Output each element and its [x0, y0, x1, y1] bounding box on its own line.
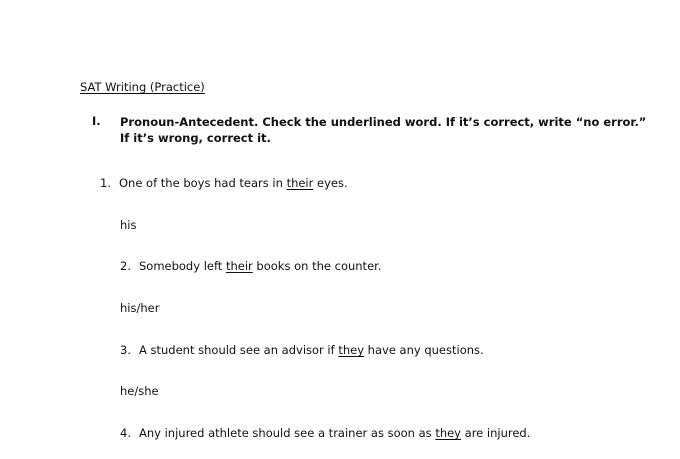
question-text-after: eyes. — [313, 176, 348, 190]
question-text-after: books on the counter. — [252, 259, 382, 273]
question-text-after: are injured. — [461, 426, 531, 440]
question-text-after: have any questions. — [364, 343, 484, 357]
answer-2: his/her — [120, 301, 160, 315]
question-3 — [120, 343, 484, 357]
underlined-word: they — [338, 343, 365, 357]
question-text-before: One of the boys had tears in — [118, 176, 287, 190]
question-number: 4. — [120, 426, 131, 440]
question-text-before: Somebody left — [138, 259, 226, 273]
answer-3: he/she — [120, 384, 159, 398]
document-title: SAT Writing (Practice) — [80, 80, 205, 94]
question-1 — [100, 176, 348, 190]
section-instructions-line-1: Pronoun-Antecedent. Check the underlined word. If it’s correct, write “no error.” — [120, 115, 647, 129]
section-instructions-line-2: If it’s wrong, correct it. — [120, 131, 271, 145]
question-number: 2. — [120, 259, 131, 273]
question-text-before: Any injured athlete should see a trainer as soon as — [138, 426, 436, 440]
question-4 — [120, 426, 530, 440]
underlined-word: their — [286, 176, 314, 190]
question-2 — [120, 259, 381, 273]
underlined-word: their — [225, 259, 253, 273]
question-number: 1. — [100, 176, 111, 190]
question-number: 3. — [120, 343, 131, 357]
underlined-word: they — [435, 426, 461, 440]
answer-1: his — [120, 218, 137, 232]
section-instructions — [120, 114, 646, 146]
question-text-before: A student should see an advisor if — [138, 343, 339, 357]
section-numeral: I. — [92, 114, 101, 128]
